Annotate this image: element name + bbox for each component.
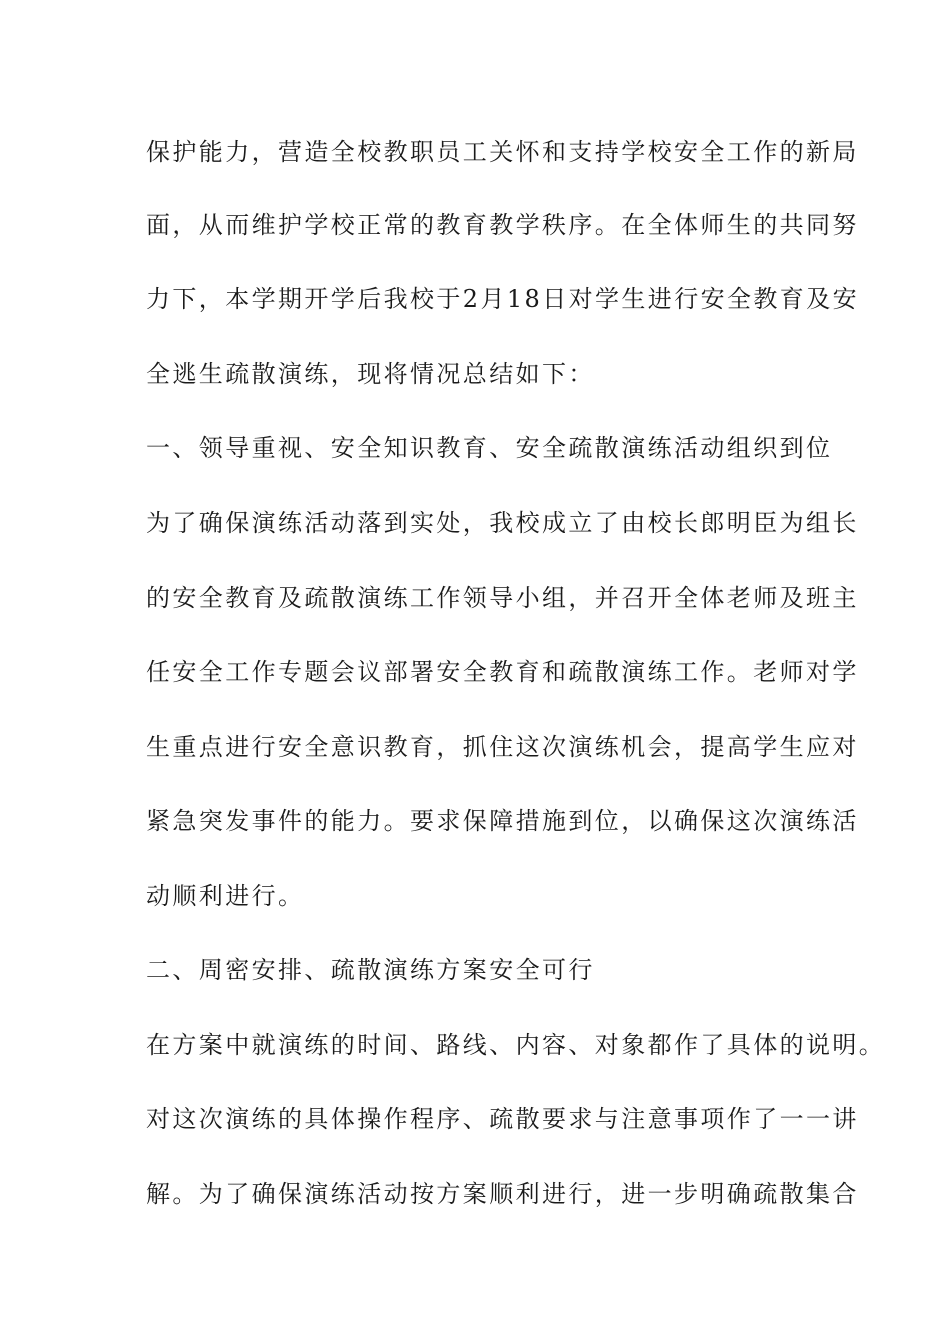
- body-text-line: 对这次演练的具体操作程序、疏散要求与注意事项作了一一讲: [146, 1105, 859, 1133]
- body-text-line: 在方案中就演练的时间、路线、内容、对象都作了具体的说明。: [146, 1031, 886, 1059]
- body-text-line: 保护能力，营造全校教职员工关怀和支持学校安全工作的新局: [146, 138, 859, 166]
- body-text-line: 面，从而维护学校正常的教育教学秩序。在全体师生的共同努: [146, 211, 859, 239]
- body-text-line: 全逃生疏散演练，现将情况总结如下：: [146, 360, 595, 388]
- body-text-line: 为了确保演练活动落到实处，我校成立了由校长郎明臣为组长: [146, 509, 859, 537]
- body-text-line: 的安全教育及疏散演练工作领导小组，并召开全体老师及班主: [146, 584, 859, 612]
- body-text-line: 生重点进行安全意识教育，抓住这次演练机会，提高学生应对: [146, 733, 859, 761]
- body-text-line: 动顺利进行。: [146, 882, 305, 910]
- body-text-line: 任安全工作专题会议部署安全教育和疏散演练工作。老师对学: [146, 658, 859, 686]
- section-heading-1: 一、领导重视、安全知识教育、安全疏散演练活动组织到位: [146, 434, 833, 462]
- section-heading-2: 二、周密安排、疏散演练方案安全可行: [146, 956, 595, 984]
- body-text-line: 紧急突发事件的能力。要求保障措施到位，以确保这次演练活: [146, 807, 859, 835]
- body-text-line: 力下，本学期开学后我校于2月18日对学生进行安全教育及安: [146, 285, 860, 313]
- body-text-line: 解。为了确保演练活动按方案顺利进行，进一步明确疏散集合: [146, 1180, 859, 1208]
